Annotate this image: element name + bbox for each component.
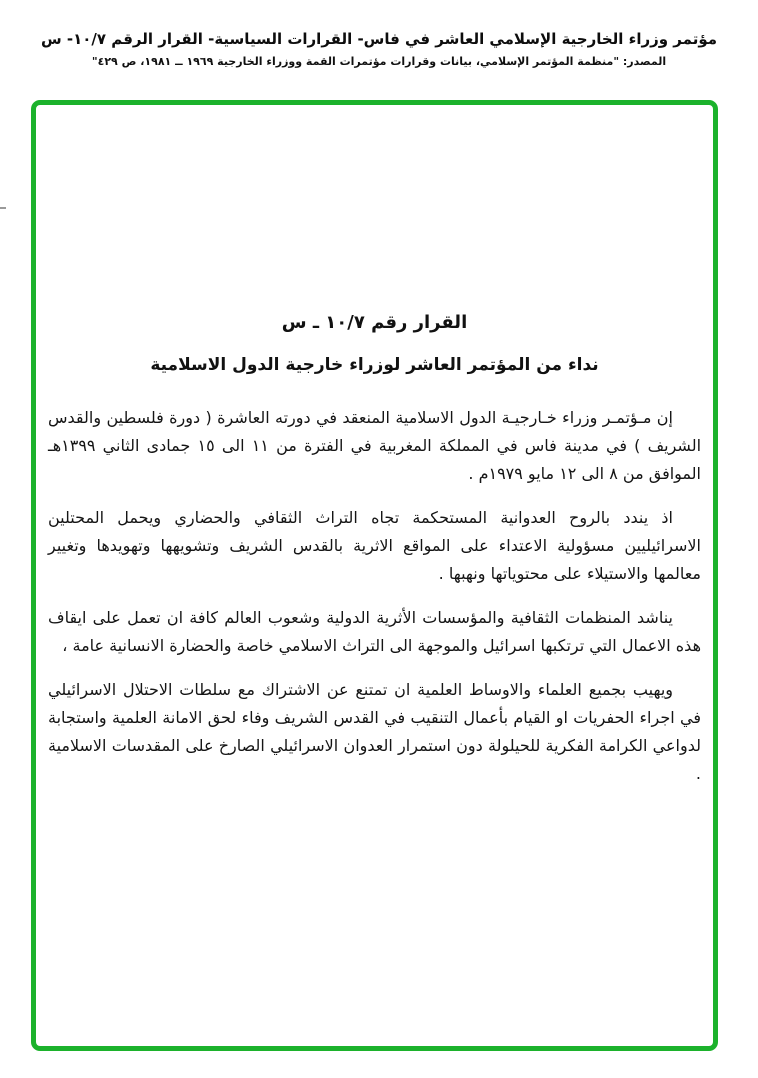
scan-edge-mark xyxy=(0,207,6,209)
paragraph-appeal-organizations: يناشد المنظمات الثقافية والمؤسسات الأثرية الدولية وشعوب العالم كافة ان تعمل على ايقاف هذه الاعمال التي ترتكبها اسرائيل والموجهة الى التراث الاسلامي خاصة والحضارة الانسانية عامة ، xyxy=(48,608,701,655)
header-source-line: المصدر: "منظمة المؤتمر الإسلامي، بيانات وقرارات مؤتمرات القمة ووزراء الخارجية ١٩٦٩ ــ ١٩٨١، ص ٤٢٩" xyxy=(91,55,667,68)
document-content xyxy=(48,310,701,804)
header-title-line: مؤتمر وزراء الخارجية الإسلامي العاشر في فاس- القرارات السياسية- القرار الرقم ١٠/٧- س xyxy=(40,30,718,48)
page-header xyxy=(0,28,758,70)
paragraph-condemnation: اذ يندد بالروح العدوانية المستحكمة تجاه التراث الثقافي والحضاري ويحمل المحتلين الاسرائيليين مسؤولية الاعتداء على المواقع الاثرية بالقدس الشريف وتشويهها وتهويدها وتغيير معالمها والاستيلاء على محتوياتها ونهبها . xyxy=(48,508,701,583)
resolution-subject-title: نداء من المؤتمر العاشر لوزراء خارجية الدول الاسلامية xyxy=(150,355,599,375)
paragraph-appeal-scholars: ويهيب بجميع العلماء والاوساط العلمية ان تمتنع عن الاشتراك مع سلطات الاحتلال الاسرائيلي في اجراء الحفريات او القيام بأعمال التنقيب في القدس الشريف وفاء لحق الامانة العلمية واستجابة لدواعي الكرامة الفكرية للحيلولة دون استمرار العدوان الاسرائيلي الصارخ على المقدسات الاسلامية . xyxy=(48,680,701,783)
document-frame xyxy=(31,100,718,1051)
paragraph-preamble: إن مـؤتمـر وزراء خـارجيـة الدول الاسلامية المنعقد في دورته العاشرة ( دورة فلسطين والقدس الشريف ) في مدينة فاس في المملكة المغربية في الفترة من ١١ الى ١٥ جمادى الثاني ١٣٩٩هـ الموافق من ٨ الى ١٢ مايو ١٩٧٩م . xyxy=(48,408,702,483)
resolution-body xyxy=(48,404,701,788)
resolution-number-title: القرار رقم ١٠/٧ ـ س xyxy=(281,312,468,333)
